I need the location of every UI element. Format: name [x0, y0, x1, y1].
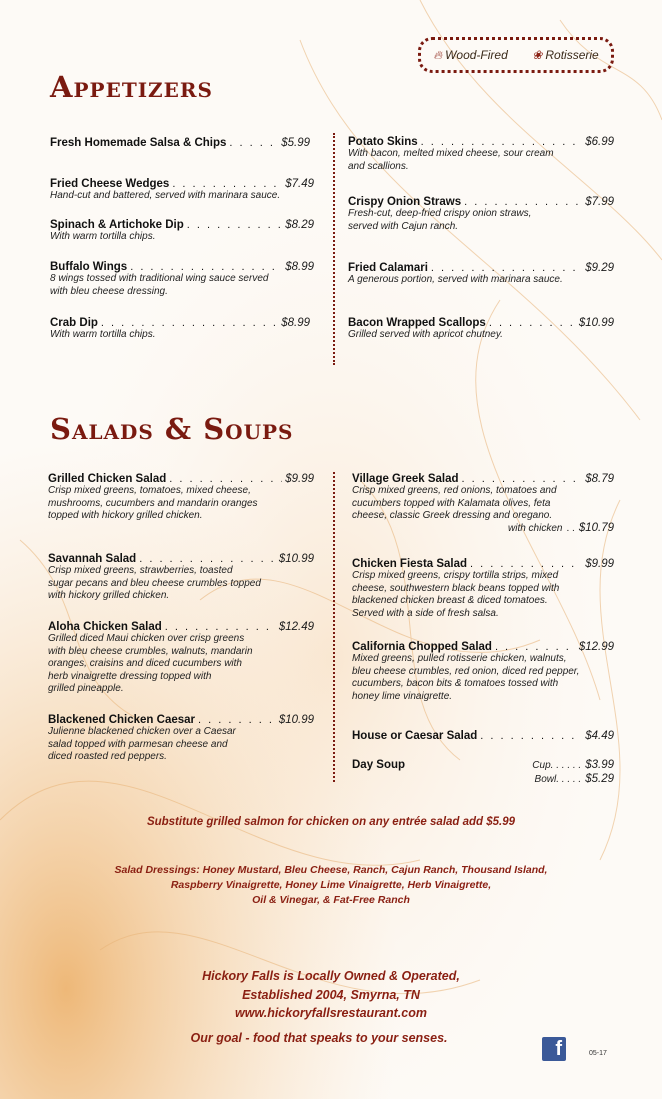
- footer-website-link[interactable]: www.hickoryfallsrestaurant.com: [235, 1006, 427, 1020]
- menu-item: Savannah Salad . . . $10.99 Crisp mixed greens, strawberries, toasted sugar pecans and bleu cheese crumbles topped with hickory grilled chicken.: [48, 553, 314, 603]
- flame-icon: 🔥︎: [433, 47, 443, 62]
- menu-item: Potato Skins . . . $6.99 With bacon, melted mixed cheese, sour cream and scallions.: [348, 136, 614, 173]
- appetizers-title: Appetizers: [50, 70, 213, 104]
- legend-box: [418, 37, 614, 73]
- menu-item: Aloha Chicken Salad . . . $12.49 Grilled diced Maui chicken over crisp greens with bleu cheese crumbles, walnuts, mandarin oranges, craisins and diced cucumbers with herb vinaigrette dressing topped with grilled pineapple.: [48, 621, 314, 696]
- appetizers-divider: [333, 133, 335, 365]
- menu-item: Spinach & Artichoke Dip . . . $8.29 With warm tortilla chips.: [50, 219, 314, 244]
- footer-goal: Our goal - food that speaks to your senses.: [190, 1031, 448, 1045]
- facebook-icon[interactable]: f: [542, 1037, 566, 1061]
- soup-item: Day Soup Cup. . . . . . $3.99 Bowl. . . . . $5.29: [352, 759, 614, 785]
- salads-divider: [333, 472, 335, 782]
- dressings-line-1: Salad Dressings: Honey Mustard, Bleu Cheese, Ranch, Cajun Ranch, Thousand Island,: [114, 864, 548, 876]
- dressings-line-3: Oil & Vinegar, & Fat-Free Ranch: [252, 894, 410, 906]
- menu-item: Blackened Chicken Caesar . . . $10.99 Julienne blackened chicken over a Caesar salad topped with parmesan cheese and diced roasted red peppers.: [48, 714, 314, 764]
- menu-item: Crispy Onion Straws . . . $7.99 Fresh-cut, deep-fried crispy onion straws, served with Cajun ranch.: [348, 196, 614, 233]
- legend-wood-fired: 🔥︎ Wood-Fired: [433, 47, 508, 62]
- menu-item: Chicken Fiesta Salad . . . $9.99 Crisp mixed greens, crispy tortilla strips, mixed cheese, southwestern black beans topped with blackened chicken breast & diced tomatoes. Served with a side of fresh salsa.: [352, 558, 614, 620]
- footer-established: Established 2004, Smyrna, TN: [242, 988, 420, 1002]
- menu-version-code: 05-17: [589, 1050, 607, 1057]
- menu-item: Crab Dip . . . $8.99 With warm tortilla chips.: [50, 317, 310, 342]
- menu-item: Fresh Homemade Salsa & Chips . . . $5.99: [50, 137, 310, 149]
- menu-item: Fried Cheese Wedges . . . $7.49 Hand-cut and battered, served with marinara sauce.: [50, 178, 314, 203]
- substitute-note: Substitute grilled salmon for chicken on any entrée salad add $5.99: [146, 816, 516, 828]
- legend-rotisserie: ❀ Rotisserie: [532, 48, 599, 62]
- dressings-line-2: Raspberry Vinaigrette, Honey Lime Vinaigrette, Herb Vinaigrette,: [170, 879, 492, 891]
- menu-item: Buffalo Wings . . . $8.99 8 wings tossed with traditional wing sauce served with bleu cheese dressing.: [50, 261, 314, 298]
- menu-item: Grilled Chicken Salad . . . $9.99 Crisp mixed greens, tomatoes, mixed cheese, mushrooms, cucumbers and mandarin oranges topped with hickory grilled chicken.: [48, 473, 314, 523]
- salads-title: Salads & Soups: [50, 412, 294, 446]
- rotisserie-icon: ❀: [532, 48, 543, 62]
- menu-item: Village Greek Salad . . . $8.79 Crisp mixed greens, red onions, tomatoes and cucumbers topped with Kalamata olives, feta cheese, classic Greek dressing and oregano. with chicken . . $10.79: [352, 473, 614, 535]
- menu-item: House or Caesar Salad . . . $4.49: [352, 730, 614, 742]
- menu-item: Bacon Wrapped Scallops . . . $10.99 Grilled served with apricot chutney.: [348, 317, 614, 342]
- footer-owned: Hickory Falls is Locally Owned & Operated,: [202, 969, 460, 983]
- menu-item: Fried Calamari . . . $9.29 A generous portion, served with marinara sauce.: [348, 262, 614, 287]
- menu-item: California Chopped Salad . . . $12.99 Mixed greens, pulled rotisserie chicken, walnuts, bleu cheese crumbles, red onion, diced red pepper, cucumbers, bacon bits & tomatoes tossed with honey lime vinaigrette.: [352, 641, 614, 703]
